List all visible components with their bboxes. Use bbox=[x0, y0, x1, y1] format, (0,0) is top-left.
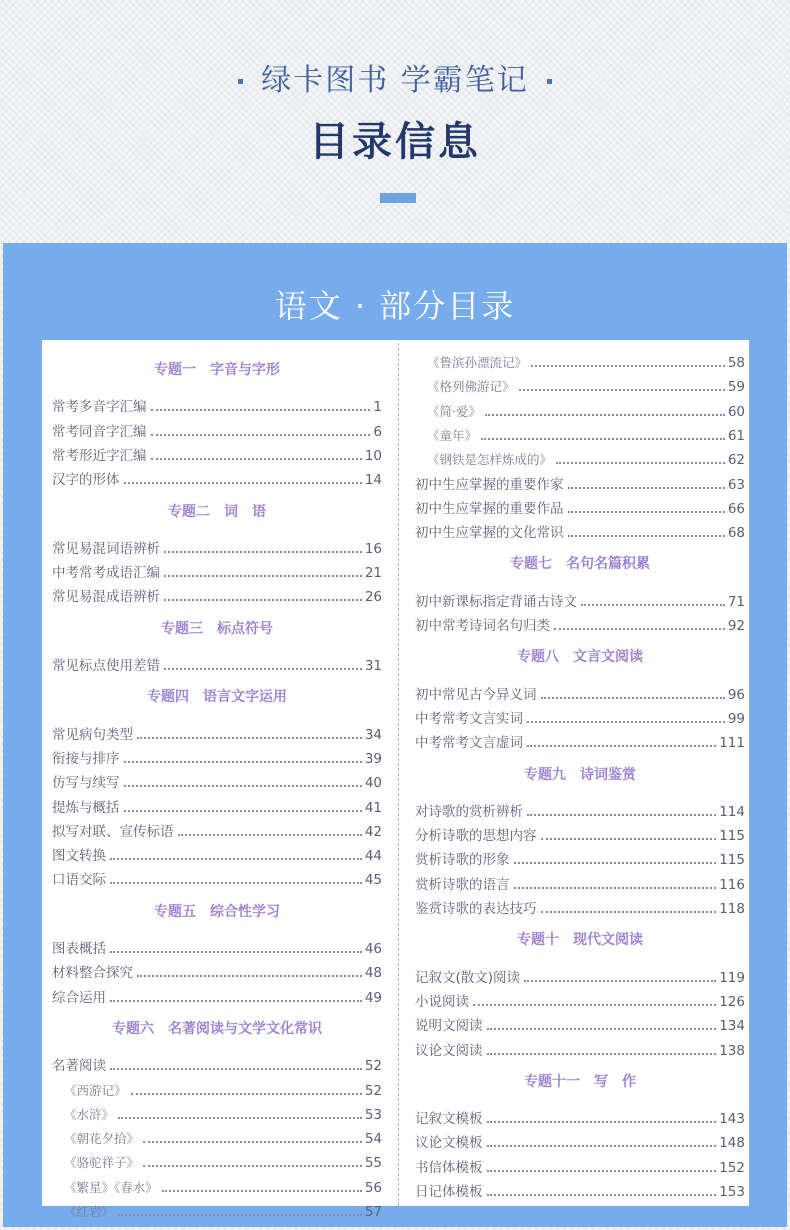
dot-leader bbox=[541, 911, 717, 913]
page-number: 148 bbox=[719, 1135, 745, 1152]
page-number: 57 bbox=[364, 1204, 382, 1220]
section-number: 专题三 bbox=[161, 620, 203, 637]
entry-title: 《钢铁是怎样炼成的》 bbox=[427, 452, 553, 468]
page-number: 14 bbox=[364, 472, 382, 489]
toc-entry bbox=[415, 495, 745, 517]
page-number: 71 bbox=[727, 593, 745, 610]
entry-title: 材料整合探究 bbox=[52, 965, 133, 982]
dot-leader bbox=[124, 482, 362, 484]
entry-title: 常见易混词语辨析 bbox=[52, 540, 160, 557]
entry-title: 图表概括 bbox=[52, 941, 106, 957]
toc-entry bbox=[415, 822, 745, 844]
section-number: 专题六 bbox=[112, 1020, 154, 1037]
page-number: 10 bbox=[364, 447, 382, 464]
toc-subentry bbox=[415, 373, 745, 395]
entry-title: 常考形近字汇编 bbox=[52, 447, 147, 464]
toc-entry bbox=[415, 988, 745, 1010]
entry-title: 综合运用 bbox=[52, 989, 106, 1006]
dot-leader bbox=[568, 511, 725, 513]
toc-entry bbox=[415, 705, 745, 727]
section-name: 写 作 bbox=[594, 1073, 636, 1090]
dot-leader bbox=[485, 414, 725, 416]
toc-entry bbox=[52, 652, 382, 674]
entry-title: 常见病句类型 bbox=[52, 726, 133, 743]
dot-leader bbox=[581, 604, 725, 606]
dot-leader bbox=[178, 834, 362, 836]
entry-title: 《格列佛游记》 bbox=[427, 379, 515, 395]
toc-entry bbox=[415, 1178, 745, 1200]
dot-leader bbox=[162, 1190, 362, 1192]
section-name: 现代文阅读 bbox=[573, 932, 643, 949]
toc-entry bbox=[415, 1154, 745, 1176]
entry-title: 说明文阅读 bbox=[415, 1018, 483, 1035]
page-number: 39 bbox=[364, 750, 382, 767]
dot-leader bbox=[473, 1004, 716, 1006]
section-heading bbox=[52, 501, 382, 525]
brand-text: 绿卡图书 学霸笔记 bbox=[261, 63, 529, 98]
entry-title: 初中常见古今异义词 bbox=[415, 686, 537, 703]
dot-leader bbox=[110, 882, 362, 884]
section-name: 名句名篇积累 bbox=[566, 556, 650, 573]
dot-leader bbox=[527, 721, 725, 723]
entry-title: 议论文阅读 bbox=[415, 1042, 483, 1059]
toc-entry bbox=[415, 519, 745, 541]
section-name: 综合性学习 bbox=[210, 903, 280, 920]
dot-leader bbox=[137, 975, 362, 977]
section-number: 专题九 bbox=[524, 766, 566, 783]
toc-subentry bbox=[415, 349, 745, 371]
toc-entry bbox=[415, 1012, 745, 1034]
toc-subentry bbox=[52, 1125, 382, 1147]
dot-leader bbox=[164, 575, 362, 577]
entry-title: 赏析诗歌的形象 bbox=[415, 852, 510, 869]
dot-leader bbox=[164, 668, 362, 670]
entry-title: 名著阅读 bbox=[52, 1058, 106, 1075]
dot-leader bbox=[487, 1028, 717, 1030]
page-number: 92 bbox=[727, 618, 745, 634]
page-number: 60 bbox=[727, 403, 745, 420]
entry-title: 《鲁滨孙漂流记》 bbox=[427, 355, 528, 370]
dot-leader bbox=[151, 434, 371, 436]
toc-subentry bbox=[52, 1101, 382, 1123]
section-name: 名著阅读与文学文化常识 bbox=[168, 1020, 322, 1037]
section-heading bbox=[415, 1071, 745, 1095]
section-name: 语言文字运用 bbox=[203, 689, 287, 706]
section-heading bbox=[52, 1018, 382, 1042]
page-number: 58 bbox=[727, 355, 745, 371]
panel-title: 语文 · 部分目录 bbox=[274, 287, 516, 325]
page-number: 115 bbox=[719, 828, 745, 845]
entry-title: 拟写对联、宣传标语 bbox=[52, 823, 174, 840]
toc-entry bbox=[52, 721, 382, 743]
page-number: 31 bbox=[364, 658, 382, 674]
page-number: 61 bbox=[727, 427, 745, 444]
section-name: 词 语 bbox=[224, 503, 266, 520]
section-heading bbox=[415, 929, 745, 953]
page-number: 40 bbox=[364, 775, 382, 792]
entry-title: 中考常考文言虚词 bbox=[415, 735, 523, 752]
page-number: 52 bbox=[364, 1058, 382, 1075]
toc-entry bbox=[415, 612, 745, 634]
page-number: 54 bbox=[364, 1131, 382, 1148]
entry-title: 《朝花夕拾》 bbox=[64, 1131, 140, 1147]
page-number: 152 bbox=[719, 1159, 745, 1176]
dot-leader bbox=[487, 1053, 717, 1055]
page-number: 21 bbox=[364, 565, 382, 582]
dot-leader bbox=[118, 1117, 362, 1119]
accent-bar bbox=[380, 193, 416, 203]
toc-entry bbox=[52, 466, 382, 488]
page-number: 1 bbox=[373, 399, 382, 416]
dot-leader bbox=[541, 838, 717, 840]
entry-title: 《简·爱》 bbox=[427, 403, 481, 419]
dot-leader bbox=[143, 1141, 362, 1143]
dot-leader bbox=[527, 745, 716, 747]
dot-leader bbox=[487, 1121, 717, 1123]
page-number: 55 bbox=[364, 1155, 382, 1172]
entry-title: 仿写与续写 bbox=[52, 775, 120, 792]
toc-subentry bbox=[52, 1077, 382, 1099]
section-number: 专题七 bbox=[510, 556, 552, 573]
page-number: 62 bbox=[727, 452, 745, 469]
page-number: 41 bbox=[364, 799, 382, 816]
toc-entry bbox=[52, 393, 382, 415]
entry-title: 小说阅读 bbox=[415, 993, 469, 1010]
page-number: 16 bbox=[364, 540, 382, 557]
entry-title: 日记体模板 bbox=[415, 1184, 483, 1200]
entry-title: 分析诗歌的思想内容 bbox=[415, 828, 537, 845]
entry-title: 常考同音字汇编 bbox=[52, 423, 147, 440]
entry-title: 对诗歌的赏析辨析 bbox=[415, 803, 523, 820]
dot-leader bbox=[487, 1170, 717, 1172]
entry-title: 常见标点使用差错 bbox=[52, 658, 160, 674]
dot-leader bbox=[568, 487, 725, 489]
dot-leader bbox=[487, 1145, 717, 1147]
page-number: 48 bbox=[364, 965, 382, 982]
section-number: 专题一 bbox=[154, 362, 196, 378]
toc-entry bbox=[52, 769, 382, 791]
toc-entry bbox=[52, 794, 382, 816]
section-number: 专题五 bbox=[154, 903, 196, 920]
toc-entry bbox=[415, 846, 745, 868]
toc-entry bbox=[415, 871, 745, 893]
dot-leader bbox=[164, 599, 362, 601]
page-number: 42 bbox=[364, 823, 382, 840]
brand-line bbox=[0, 55, 790, 99]
toc-entry bbox=[52, 418, 382, 440]
page-number: 119 bbox=[719, 969, 745, 986]
entry-title: 《水浒》 bbox=[64, 1106, 115, 1122]
entry-title: 《红岩》 bbox=[64, 1204, 115, 1219]
dot-leader bbox=[137, 737, 362, 739]
toc-entry bbox=[52, 442, 382, 464]
entry-title: 《骆驼祥子》 bbox=[64, 1155, 140, 1171]
page-number: 49 bbox=[364, 989, 382, 1006]
toc-entry bbox=[52, 959, 382, 981]
toc-subentry bbox=[415, 422, 745, 444]
section-heading bbox=[52, 618, 382, 642]
dot-leader bbox=[143, 1165, 362, 1167]
page-number: 68 bbox=[727, 525, 745, 542]
entry-title: 常见易混成语辨析 bbox=[52, 589, 160, 606]
section-heading bbox=[415, 646, 745, 670]
toc-entry bbox=[415, 1129, 745, 1151]
toc-entry bbox=[415, 895, 745, 917]
section-heading bbox=[52, 901, 382, 925]
dot-leader bbox=[151, 409, 371, 411]
toc-entry bbox=[52, 842, 382, 864]
page-number: 66 bbox=[727, 500, 745, 517]
entry-title: 书信体模板 bbox=[415, 1159, 483, 1176]
entry-title: 口语交际 bbox=[52, 872, 106, 889]
page-number: 118 bbox=[719, 901, 745, 917]
section-heading bbox=[415, 764, 745, 788]
section-name: 标点符号 bbox=[217, 620, 273, 637]
section-heading bbox=[52, 359, 382, 383]
page-number: 34 bbox=[364, 726, 382, 743]
section-name: 字音与字形 bbox=[210, 362, 280, 378]
entry-title: 汉字的形体 bbox=[52, 472, 120, 489]
page-number: 26 bbox=[364, 589, 382, 606]
toc-subentry bbox=[415, 398, 745, 420]
dot-leader bbox=[514, 887, 717, 889]
dot-leader bbox=[527, 814, 716, 816]
page-number: 114 bbox=[719, 803, 745, 820]
page-number: 46 bbox=[364, 941, 382, 957]
dot-leader bbox=[519, 389, 725, 391]
section-number: 专题二 bbox=[168, 503, 210, 520]
dot-leader bbox=[110, 1068, 362, 1070]
bullet-icon bbox=[547, 79, 552, 84]
toc-subentry bbox=[52, 1198, 382, 1220]
page-number: 52 bbox=[364, 1082, 382, 1099]
toc-entry bbox=[52, 1052, 382, 1074]
dot-leader bbox=[110, 951, 362, 953]
dot-leader bbox=[151, 458, 362, 460]
dot-leader bbox=[131, 1093, 362, 1095]
entry-title: 议论文模板 bbox=[415, 1135, 483, 1152]
toc-entry bbox=[415, 1105, 745, 1127]
toc-entry bbox=[415, 729, 745, 751]
entry-title: 《繁星》《春水》 bbox=[64, 1179, 158, 1195]
toc-entry bbox=[415, 964, 745, 986]
entry-title: 初中新课标指定背诵古诗文 bbox=[415, 593, 577, 610]
toc-entry bbox=[52, 935, 382, 957]
entry-title: 初中常考诗词名句归类 bbox=[415, 618, 550, 634]
page-number: 143 bbox=[719, 1111, 745, 1128]
dot-leader bbox=[124, 810, 362, 812]
page-number: 111 bbox=[719, 735, 745, 752]
toc-entry bbox=[415, 588, 745, 610]
dot-leader bbox=[524, 980, 716, 982]
page-number: 53 bbox=[364, 1106, 382, 1123]
entry-title: 提炼与概括 bbox=[52, 799, 120, 816]
page-number: 63 bbox=[727, 476, 745, 493]
page-number: 56 bbox=[364, 1179, 382, 1196]
entry-title: 衔接与排序 bbox=[52, 750, 120, 767]
entry-title: 初中生应掌握的重要作家 bbox=[415, 476, 564, 493]
toc-subentry bbox=[415, 446, 745, 468]
page-number: 59 bbox=[727, 379, 745, 396]
page-number: 99 bbox=[727, 710, 745, 727]
toc-entry bbox=[52, 984, 382, 1006]
toc-entry bbox=[52, 535, 382, 557]
toc-entry bbox=[415, 798, 745, 820]
entry-title: 初中生应掌握的文化常识 bbox=[415, 525, 564, 542]
toc-entry bbox=[415, 471, 745, 493]
section-number: 专题十一 bbox=[524, 1073, 580, 1090]
page-title: 目录信息 bbox=[309, 119, 481, 165]
entry-title: 中考常考成语汇编 bbox=[52, 565, 160, 582]
toc-subentry bbox=[52, 1149, 382, 1171]
page-number: 96 bbox=[727, 686, 745, 703]
page-number: 45 bbox=[364, 872, 382, 889]
dot-leader bbox=[164, 551, 362, 553]
section-heading bbox=[52, 686, 382, 710]
section-number: 专题四 bbox=[147, 689, 189, 706]
page-number: 126 bbox=[719, 993, 745, 1010]
dot-leader bbox=[110, 1000, 362, 1002]
entry-title: 赏析诗歌的语言 bbox=[415, 876, 510, 893]
section-name: 文言文阅读 bbox=[573, 649, 643, 666]
page-number: 153 bbox=[719, 1184, 745, 1200]
page-number: 6 bbox=[373, 423, 382, 440]
toc-entry bbox=[52, 745, 382, 767]
entry-title: 初中生应掌握的重要作品 bbox=[415, 500, 564, 517]
section-name: 诗词鉴赏 bbox=[580, 766, 636, 783]
entry-title: 图文转换 bbox=[52, 848, 106, 865]
dot-leader bbox=[124, 785, 362, 787]
section-heading bbox=[415, 553, 745, 577]
entry-title: 《西游记》 bbox=[64, 1082, 127, 1098]
toc-entry bbox=[52, 583, 382, 605]
toc-entry bbox=[415, 1037, 745, 1059]
dot-leader bbox=[554, 628, 725, 630]
entry-title: 中考常考文言实词 bbox=[415, 710, 523, 727]
entry-title: 记叙文(散文)阅读 bbox=[415, 969, 521, 986]
dot-leader bbox=[487, 1194, 717, 1196]
dot-leader bbox=[124, 761, 362, 763]
dot-leader bbox=[481, 438, 725, 440]
page-number: 138 bbox=[719, 1042, 745, 1059]
page-number: 44 bbox=[364, 848, 382, 865]
entry-title: 记叙文模板 bbox=[415, 1111, 483, 1128]
column-divider bbox=[398, 343, 399, 1206]
dot-leader bbox=[568, 535, 725, 537]
dot-leader bbox=[556, 462, 725, 464]
section-number: 专题十 bbox=[517, 932, 559, 949]
toc-entry bbox=[415, 681, 745, 703]
section-number: 专题八 bbox=[517, 649, 559, 666]
entry-title: 《童年》 bbox=[427, 427, 478, 443]
toc-subentry bbox=[52, 1174, 382, 1196]
bullet-icon bbox=[238, 79, 243, 84]
page-number: 115 bbox=[719, 852, 745, 869]
dot-leader bbox=[531, 365, 725, 367]
entry-title: 鉴赏诗歌的表达技巧 bbox=[415, 901, 537, 917]
page-number: 134 bbox=[719, 1018, 745, 1035]
dot-leader bbox=[110, 858, 362, 860]
dot-leader bbox=[118, 1214, 362, 1216]
toc-entry bbox=[52, 866, 382, 888]
dot-leader bbox=[541, 697, 725, 699]
dot-leader bbox=[514, 862, 717, 864]
toc-entry bbox=[52, 559, 382, 581]
entry-title: 常考多音字汇编 bbox=[52, 399, 147, 416]
toc-entry bbox=[52, 818, 382, 840]
page-number: 116 bbox=[719, 876, 745, 893]
